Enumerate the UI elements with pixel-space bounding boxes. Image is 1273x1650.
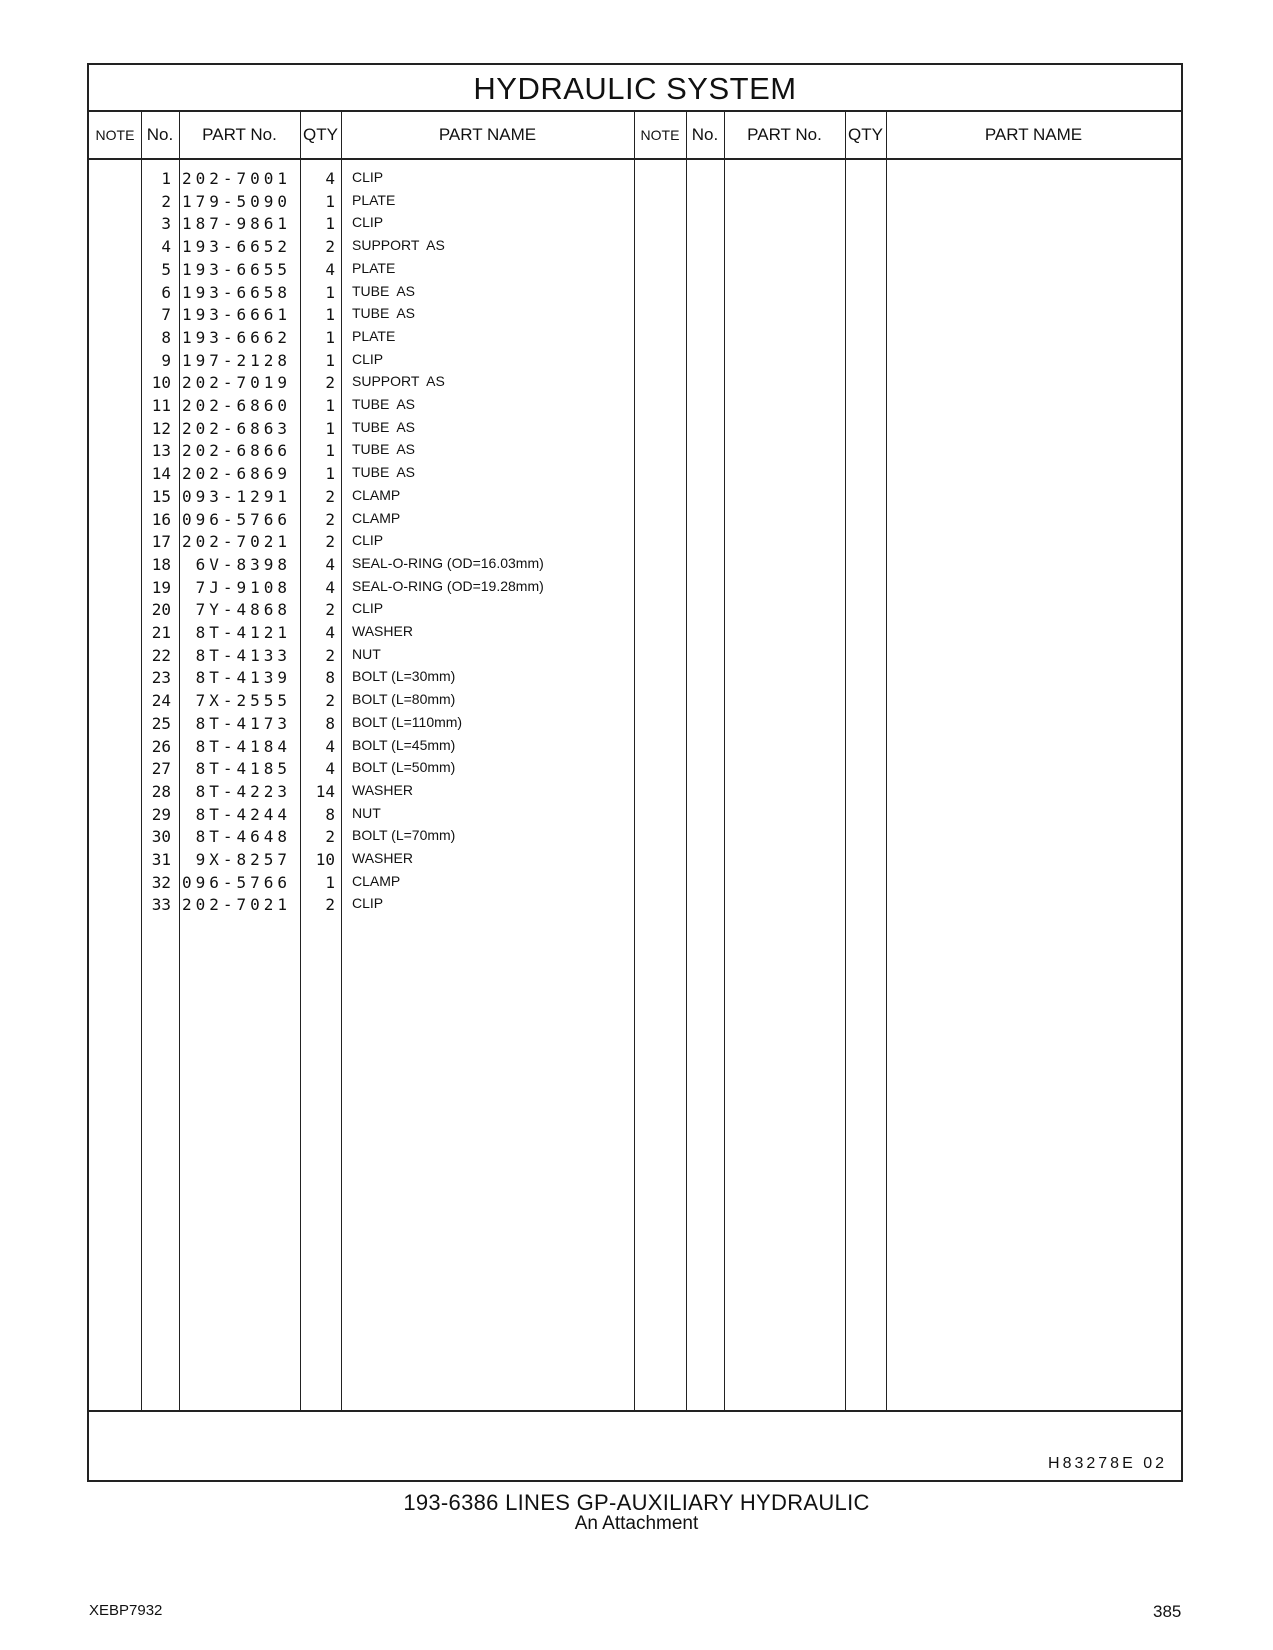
part-name: TUBE AS xyxy=(352,441,416,458)
quantity: 2 xyxy=(325,373,335,393)
item-number: 15 xyxy=(151,486,171,506)
part-name: PLATE xyxy=(352,191,396,208)
table-row xyxy=(89,214,1181,237)
table-row xyxy=(89,805,1181,828)
table-row xyxy=(89,895,1181,918)
quantity: 1 xyxy=(325,872,335,892)
quantity: 2 xyxy=(325,600,335,620)
part-number: 096-5766 xyxy=(181,509,291,529)
quantity: 1 xyxy=(325,418,335,438)
item-number: 25 xyxy=(151,713,171,733)
group-caption: 193-6386 LINES GP-AUXILIARY HYDRAULIC xyxy=(403,1490,870,1515)
table-row xyxy=(89,873,1181,896)
part-name: BOLT (L=70mm) xyxy=(352,827,456,844)
item-number: 9 xyxy=(161,350,171,370)
quantity: 2 xyxy=(325,237,335,257)
item-number: 14 xyxy=(151,464,171,484)
quantity: 8 xyxy=(325,713,335,733)
part-number: 7J-9108 xyxy=(195,577,291,597)
part-name: CLIP xyxy=(352,600,384,617)
item-number: 29 xyxy=(151,804,171,824)
table-row xyxy=(89,555,1181,578)
part-name: NUT xyxy=(352,804,381,821)
part-name: CLAMP xyxy=(352,872,401,889)
quantity: 1 xyxy=(325,396,335,415)
item-number: 32 xyxy=(151,872,171,892)
quantity: 8 xyxy=(325,804,335,824)
table-row xyxy=(89,532,1181,555)
table-row xyxy=(89,623,1181,646)
table-row xyxy=(89,737,1181,760)
part-number: 8T-4648 xyxy=(195,827,291,847)
table-row xyxy=(89,305,1181,328)
table-row xyxy=(89,714,1181,737)
header-part-no-right: PART No. xyxy=(724,112,845,160)
part-number: 202-6866 xyxy=(181,441,291,461)
group-subcaption: An Attachment xyxy=(574,1513,699,1534)
quantity: 1 xyxy=(325,305,335,325)
table-row xyxy=(89,373,1181,396)
table-row xyxy=(89,578,1181,601)
quantity: 1 xyxy=(325,464,335,484)
quantity: 4 xyxy=(325,259,335,279)
part-number: 8T-4121 xyxy=(195,623,291,642)
quantity: 2 xyxy=(325,532,335,552)
item-number: 20 xyxy=(151,600,171,620)
item-number: 12 xyxy=(151,418,171,438)
table-row xyxy=(89,192,1181,215)
table-row xyxy=(89,419,1181,442)
table-row xyxy=(89,351,1181,374)
part-name: PLATE xyxy=(352,259,396,276)
item-number: 6 xyxy=(161,282,171,302)
part-name: WASHER xyxy=(352,850,413,866)
header-note-right: NOTE xyxy=(634,112,686,160)
part-number: 6V-8398 xyxy=(195,554,291,574)
quantity: 1 xyxy=(325,191,335,211)
table-row xyxy=(89,668,1181,691)
item-number: 11 xyxy=(151,396,171,415)
quantity: 4 xyxy=(325,623,335,642)
header-no-right: No. xyxy=(686,112,724,160)
part-number: 202-6869 xyxy=(181,464,291,484)
part-name: CLIP xyxy=(352,532,384,549)
table-row xyxy=(89,464,1181,487)
part-name: NUT xyxy=(352,645,381,662)
item-number: 19 xyxy=(151,577,171,597)
table-row xyxy=(89,487,1181,510)
part-number: 187-9861 xyxy=(181,214,291,234)
part-name: BOLT (L=110mm) xyxy=(352,713,463,730)
header-part-name-left: PART NAME xyxy=(341,112,634,160)
table-row xyxy=(89,396,1181,419)
item-number: 28 xyxy=(151,781,171,801)
item-number: 5 xyxy=(161,259,171,279)
quantity: 2 xyxy=(325,895,335,915)
part-name: TUBE AS xyxy=(352,396,416,412)
part-name: BOLT (L=80mm) xyxy=(352,691,456,708)
quantity: 2 xyxy=(325,486,335,506)
part-number: 202-7021 xyxy=(181,532,291,552)
part-number: 9X-8257 xyxy=(195,850,291,869)
item-number: 22 xyxy=(151,645,171,665)
part-name: TUBE AS xyxy=(352,418,416,435)
header-part-name-right: PART NAME xyxy=(886,112,1181,160)
header-qty-right: QTY xyxy=(845,112,886,160)
quantity: 10 xyxy=(315,850,335,869)
part-name: CLIP xyxy=(352,169,384,185)
part-number: 193-6658 xyxy=(181,282,291,302)
document-id: XEBP7932 xyxy=(89,1602,163,1619)
quantity: 4 xyxy=(325,759,335,779)
header-part-no-left: PART No. xyxy=(179,112,300,160)
quantity: 2 xyxy=(325,827,335,847)
part-number: 202-6860 xyxy=(181,396,291,415)
item-number: 2 xyxy=(161,191,171,211)
item-number: 26 xyxy=(151,736,171,756)
table-row xyxy=(89,782,1181,805)
quantity: 1 xyxy=(325,214,335,234)
table-row xyxy=(89,850,1181,873)
table-row xyxy=(89,600,1181,623)
quantity: 4 xyxy=(325,554,335,574)
item-number: 4 xyxy=(161,237,171,257)
table-row xyxy=(89,510,1181,533)
part-number: 7Y-4868 xyxy=(195,600,291,620)
part-number: 193-6655 xyxy=(181,259,291,279)
table-row xyxy=(89,759,1181,782)
quantity: 1 xyxy=(325,441,335,461)
quantity: 2 xyxy=(325,645,335,665)
part-number: 7X-2555 xyxy=(195,691,291,711)
quantity: 1 xyxy=(325,327,335,347)
part-name: TUBE AS xyxy=(352,464,416,481)
header-no-left: No. xyxy=(141,112,179,160)
item-number: 21 xyxy=(151,623,171,642)
part-number: 093-1291 xyxy=(181,486,291,506)
part-name: CLIP xyxy=(352,350,384,367)
item-number: 24 xyxy=(151,691,171,711)
part-name: CLIP xyxy=(352,214,384,231)
table-row xyxy=(89,237,1181,260)
part-number: 202-7021 xyxy=(181,895,291,915)
item-number: 23 xyxy=(151,668,171,688)
item-number: 27 xyxy=(151,759,171,779)
item-number: 7 xyxy=(161,305,171,325)
part-name: SEAL-O-RING (OD=19.28mm) xyxy=(352,577,544,594)
table-row xyxy=(89,328,1181,351)
part-name: TUBE AS xyxy=(352,305,416,322)
drawing-code: H83278E 02 xyxy=(1048,1455,1167,1472)
item-number: 30 xyxy=(151,827,171,847)
table-row xyxy=(89,691,1181,714)
part-number: 193-6662 xyxy=(181,327,291,347)
quantity: 8 xyxy=(325,668,335,688)
parts-table xyxy=(87,63,1183,1482)
item-number: 18 xyxy=(151,554,171,574)
part-number: 202-6863 xyxy=(181,418,291,438)
part-name: CLAMP xyxy=(352,509,401,526)
part-name: PLATE xyxy=(352,327,396,344)
part-name: BOLT (L=45mm) xyxy=(352,736,456,753)
table-row xyxy=(89,169,1181,192)
page-title: HYDRAULIC SYSTEM xyxy=(89,65,1181,112)
item-number: 17 xyxy=(151,532,171,552)
table-row xyxy=(89,260,1181,283)
table-row xyxy=(89,283,1181,306)
item-number: 10 xyxy=(151,373,171,393)
part-name: TUBE AS xyxy=(352,282,416,299)
header-note-left: NOTE xyxy=(89,112,141,160)
quantity: 4 xyxy=(325,169,335,188)
part-number: 096-5766 xyxy=(181,872,291,892)
table-row xyxy=(89,827,1181,850)
table-row xyxy=(89,441,1181,464)
item-number: 8 xyxy=(161,327,171,347)
part-number: 202-7001 xyxy=(181,169,291,188)
item-number: 31 xyxy=(151,850,171,869)
part-number: 193-6652 xyxy=(181,237,291,257)
part-number: 8T-4185 xyxy=(195,759,291,779)
quantity: 4 xyxy=(325,577,335,597)
part-number: 8T-4223 xyxy=(195,781,291,801)
part-name: CLAMP xyxy=(352,486,401,503)
part-number: 8T-4139 xyxy=(195,668,291,688)
part-name: SEAL-O-RING (OD=16.03mm) xyxy=(352,554,544,571)
table-bottom-rule xyxy=(89,1410,1181,1412)
part-number: 202-7019 xyxy=(181,373,291,393)
quantity: 2 xyxy=(325,509,335,529)
part-number: 193-6661 xyxy=(181,305,291,325)
part-number: 8T-4244 xyxy=(195,804,291,824)
quantity: 1 xyxy=(325,282,335,302)
part-number: 8T-4173 xyxy=(195,713,291,733)
part-number: 179-5090 xyxy=(181,191,291,211)
part-name: SUPPORT AS xyxy=(352,237,445,254)
page-number: 385 xyxy=(1153,1602,1182,1621)
item-number: 33 xyxy=(151,895,171,915)
part-name: WASHER xyxy=(352,623,413,639)
part-name: SUPPORT AS xyxy=(352,373,445,390)
part-number: 8T-4184 xyxy=(195,736,291,756)
part-number: 8T-4133 xyxy=(195,645,291,665)
header-qty-left: QTY xyxy=(300,112,341,160)
quantity: 2 xyxy=(325,691,335,711)
item-number: 13 xyxy=(151,441,171,461)
table-row xyxy=(89,646,1181,669)
part-number: 197-2128 xyxy=(181,350,291,370)
quantity: 14 xyxy=(315,781,335,801)
item-number: 1 xyxy=(161,169,171,188)
item-number: 16 xyxy=(151,509,171,529)
item-number: 3 xyxy=(161,214,171,234)
quantity: 4 xyxy=(325,736,335,756)
part-name: BOLT (L=30mm) xyxy=(352,668,456,685)
part-name: CLIP xyxy=(352,895,384,912)
part-name: WASHER xyxy=(352,781,413,798)
part-name: BOLT (L=50mm) xyxy=(352,759,456,776)
quantity: 1 xyxy=(325,350,335,370)
